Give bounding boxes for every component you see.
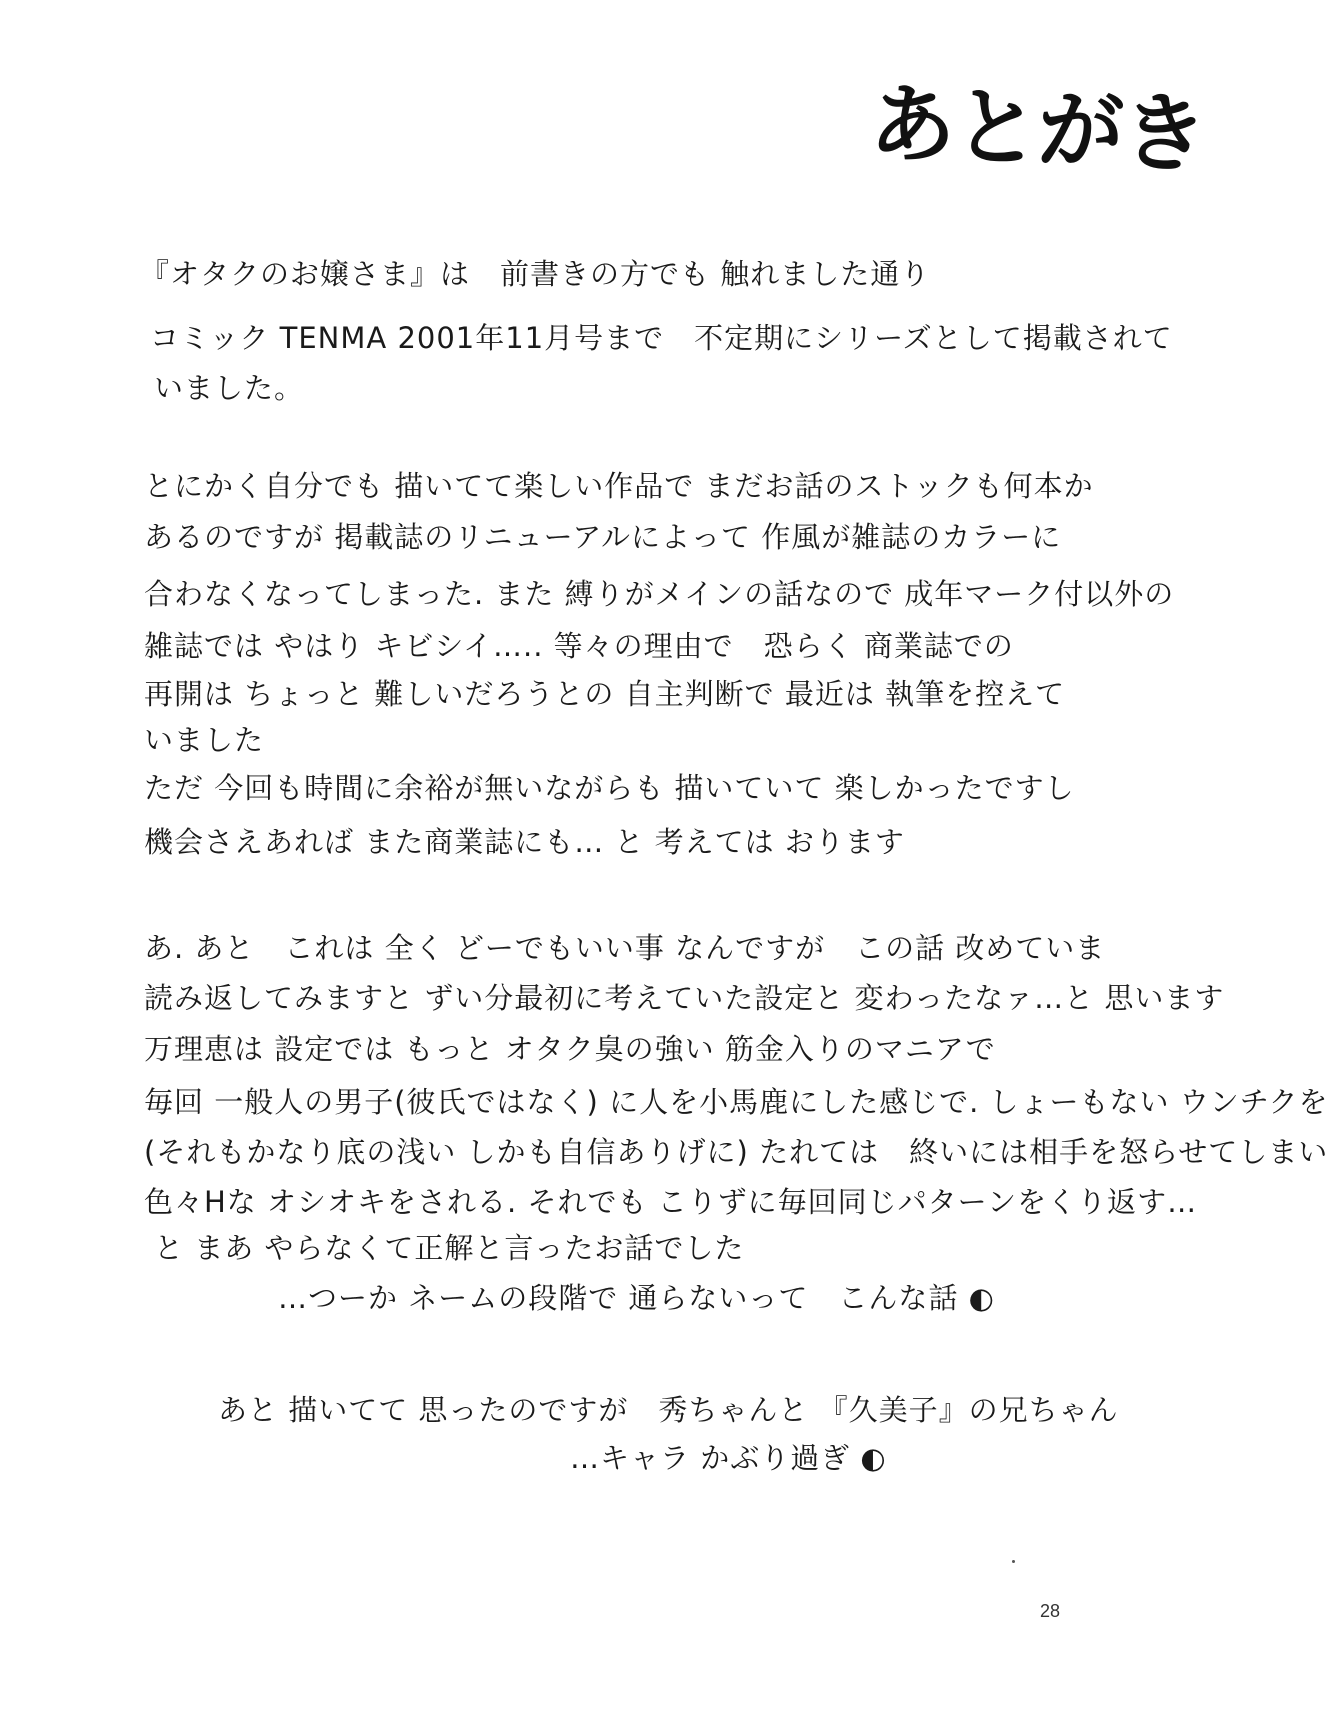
page-title: あとがき — [868, 73, 1208, 186]
page-number: 28 — [1040, 1601, 1061, 1621]
text-line: (それもかなり底の浅い しかも自信ありげに) たれては 終いには相手を怒らせてしまい — [144, 1135, 1329, 1169]
text-line: いました。 — [154, 371, 305, 405]
ink-speck — [1012, 1560, 1015, 1563]
text-line: コミック TENMA 2001年11月号まで 不定期にシリーズとして掲載されて — [150, 321, 1173, 355]
text-line: ただ 今回も時間に余裕が無いながらも 描いていて 楽しかったですし — [144, 771, 1075, 805]
text-line: 再開は ちょっと 難しいだろうとの 自主判断で 最近は 執筆を控えて — [144, 677, 1066, 711]
text-line: とにかく自分でも 描いてて楽しい作品で まだお話のストックも何本か — [144, 469, 1094, 503]
text-line: あるのですが 掲載誌のリニューアルによって 作風が雑誌のカラーに — [144, 520, 1062, 554]
text-line: 万理恵は 設定では もっと オタク臭の強い 筋金入りのマニアで — [144, 1032, 996, 1066]
text-line: 読み返してみますと ずい分最初に考えていた設定と 変わったなァ…と 思います — [144, 981, 1225, 1015]
text-line: …キャラ かぶり過ぎ ◐ — [570, 1441, 887, 1475]
text-line: あ. あと これは 全く どーでもいい事 なんですが この話 改めていま — [144, 931, 1106, 965]
text-line: 『オタクのお嬢さま』は 前書きの方でも 触れました通り — [140, 257, 931, 291]
text-line: 合わなくなってしまった. また 縛りがメインの話なので 成年マーク付以外の — [144, 577, 1175, 611]
text-line: 色々Hな オシオキをされる. それでも こりずに毎回同じパターンをくり返す… — [144, 1185, 1198, 1219]
text-line: 機会さえあれば また商業誌にも… と 考えては おります — [144, 825, 905, 859]
text-line: 毎回 一般人の男子(彼氏ではなく) に人を小馬鹿にした感じで. しょーもない ウンチクを — [144, 1085, 1329, 1119]
text-line: いました — [144, 723, 265, 757]
text-line: と まあ やらなくて正解と言ったお話でした — [154, 1231, 745, 1265]
text-line: …つーか ネームの段階で 通らないって こんな話 ◐ — [278, 1281, 995, 1315]
text-line: あと 描いてて 思ったのですが 秀ちゃんと 『久美子』の兄ちゃん — [218, 1393, 1119, 1427]
text-line: 雑誌では やはり キビシイ….. 等々の理由で 恐らく 商業誌での — [144, 629, 1014, 663]
